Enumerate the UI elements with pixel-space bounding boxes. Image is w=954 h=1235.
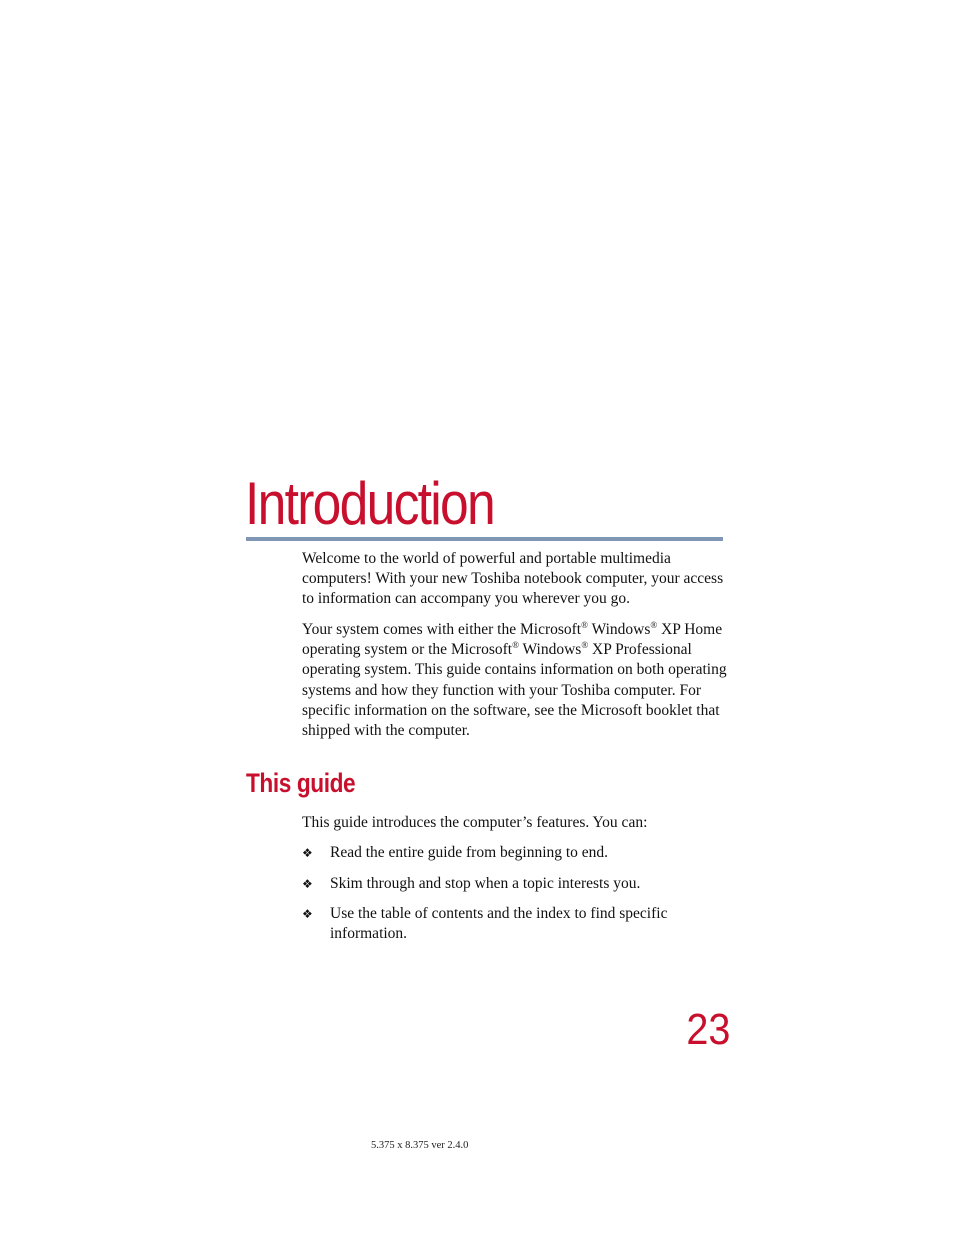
- intro-paragraph-2-part-3: XP Home operating system or the Microsoft: [302, 621, 723, 659]
- list-item: [302, 843, 727, 863]
- intro-paragraph-2-part-2: Windows: [587, 621, 651, 638]
- intro-paragraph-2-part-1: Your system comes with either the Microsoft: [302, 621, 582, 638]
- footer-version: 5.375 x 8.375 ver 2.4.0: [371, 1140, 469, 1151]
- page-number: 23: [686, 1005, 731, 1054]
- bullet-diamond-icon: ❖: [302, 877, 313, 891]
- chapter-title: Introduction: [245, 470, 495, 537]
- list-item-text: Skim through and stop when a topic interests you.: [330, 875, 641, 892]
- registered-mark: ®: [581, 620, 588, 630]
- list-item-text: Read the entire guide from beginning to end.: [330, 844, 609, 861]
- intro-paragraph-2-part-5: XP Professional operating system. This guide contains information on both operating systems and how they function with your Toshiba computer. For specific information on the software, see the Microsoft booklet that shipped with the computer.: [302, 641, 727, 740]
- registered-mark: ®: [581, 640, 589, 651]
- registered-mark: ®: [512, 640, 519, 651]
- title-rule: [246, 537, 723, 541]
- registered-mark: ®: [650, 620, 658, 630]
- section-lead: This guide introduces the computer’s features. You can:: [302, 814, 648, 831]
- bullet-diamond-icon: ❖: [302, 907, 313, 921]
- list-item: [302, 904, 727, 944]
- intro-paragraph-2: [302, 620, 727, 741]
- intro-paragraph-2-part-4: Windows: [518, 641, 582, 659]
- section-heading: This guide: [246, 768, 356, 798]
- intro-paragraph-1: Welcome to the world of powerful and portable multimedia computers! With your new Toshiba notebook computer, your access to information can accompany you wherever you go.: [302, 550, 724, 608]
- list-item-text: Use the table of contents and the index to find specific information.: [330, 905, 668, 943]
- bullet-diamond-icon: ❖: [302, 846, 313, 860]
- list-item: [302, 874, 727, 894]
